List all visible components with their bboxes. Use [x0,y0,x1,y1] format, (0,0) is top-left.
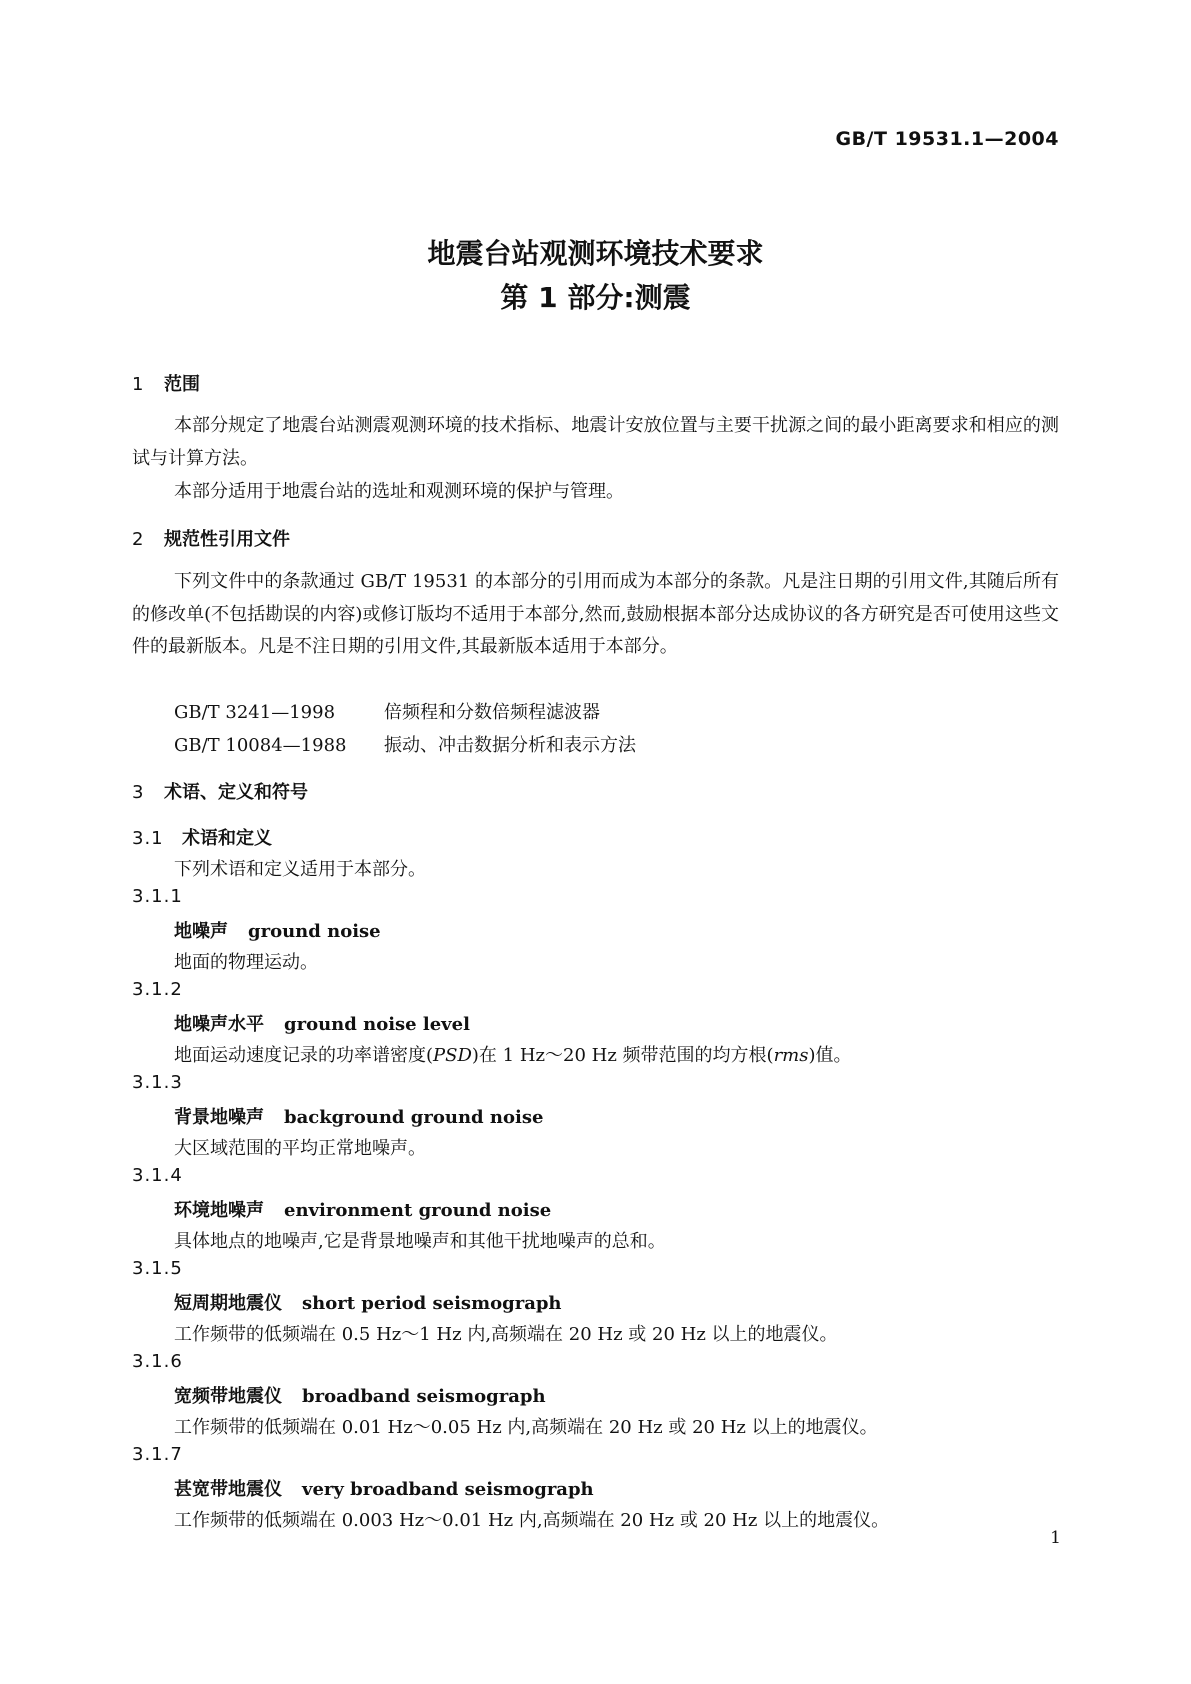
term-english: short period seismograph [302,1293,562,1314]
term-entry [174,1289,562,1315]
reference-code: GB/T 3241—1998 [174,702,336,723]
term-number: 3.1.1 [132,886,183,907]
term-chinese: 宽频带地震仪 [174,1386,282,1407]
section-number: 2 [132,529,144,550]
term-chinese: 甚宽带地震仪 [174,1479,282,1500]
section-1-heading [132,370,200,396]
term-definition: 具体地点的地噪声,它是背景地噪声和其他干扰地噪声的总和。 [174,1231,666,1252]
section-1-paragraph-2: 本部分适用于地震台站的选址和观测环境的保护与管理。 [174,481,624,502]
term-chinese: 背景地噪声 [174,1107,264,1128]
term-chinese: 地噪声水平 [174,1014,264,1035]
term-entry [174,917,381,943]
reference-title: 振动、冲击数据分析和表示方法 [384,735,636,756]
term-number: 3.1.4 [132,1165,183,1186]
term-number: 3.1.7 [132,1444,183,1465]
term-definition: 地面的物理运动。 [174,952,318,973]
section-title: 规范性引用文件 [164,529,290,550]
term-entry [174,1382,546,1408]
term-entry [174,1475,594,1501]
term-english: background ground noise [284,1107,544,1128]
section-2-paragraph: 下列文件中的条款通过 GB/T 19531 的本部分的引用而成为本部分的条款。凡是注日期的引用文件,其随后所有的修改单(不包括勘误的内容)或修订版均不适用于本部分,然而,鼓励根据本部分达成协议的各方研究是否可使用这些文件的最新版本。凡是不注日期的引用文件,其最新版本适用于本部分。 [132,571,1059,657]
title-line-2: 第 1 部分:测震 [500,281,691,314]
page-number: 1 [1050,1528,1061,1548]
section-title: 术语、定义和符号 [164,782,308,803]
term-english: ground noise [248,921,381,942]
term-english: broadband seismograph [302,1386,546,1407]
term-chinese: 环境地噪声 [174,1200,264,1221]
term-chinese: 短周期地震仪 [174,1293,282,1314]
term-entry [174,1010,470,1036]
term-definition [174,1041,852,1067]
definition-text: )值。 [808,1045,852,1066]
psd-abbreviation: PSD [433,1045,472,1066]
term-entry [174,1196,551,1222]
subsection-3-1-intro: 下列术语和定义适用于本部分。 [174,859,426,880]
reference-title: 倍频程和分数倍频程滤波器 [384,702,600,723]
term-english: environment ground noise [284,1200,552,1221]
definition-text: 地面运动速度记录的功率谱密度( [174,1045,434,1066]
section-3-heading [132,778,308,804]
section-number: 3 [132,782,144,803]
term-definition: 工作频带的低频端在 0.01 Hz～0.05 Hz 内,高频端在 20 Hz 或 20 Hz 以上的地震仪。 [174,1417,878,1438]
subsection-title: 术语和定义 [182,828,272,849]
document-title [0,232,1191,320]
term-number: 3.1.2 [132,979,183,1000]
term-chinese: 地噪声 [174,921,228,942]
term-definition: 工作频带的低频端在 0.003 Hz～0.01 Hz 内,高频端在 20 Hz 或 20 Hz 以上的地震仪。 [174,1510,890,1531]
term-definition: 大区域范围的平均正常地噪声。 [174,1138,426,1159]
rms-abbreviation: rms [773,1045,809,1066]
reference-item [174,698,600,724]
section-1-paragraph-1: 本部分规定了地震台站测震观测环境的技术指标、地震计安放位置与主要干扰源之间的最小距离要求和相应的测试与计算方法。 [132,415,1059,469]
term-number: 3.1.6 [132,1351,183,1372]
section-title: 范围 [164,374,200,395]
term-number: 3.1.3 [132,1072,183,1093]
reference-item [174,731,636,757]
section-number: 1 [132,374,144,395]
term-entry [174,1103,543,1129]
title-line-1: 地震台站观测环境技术要求 [427,237,764,270]
subsection-number: 3.1 [132,828,164,849]
subsection-3-1-heading [132,824,272,850]
section-2-heading [132,525,290,551]
term-number: 3.1.5 [132,1258,183,1279]
reference-code: GB/T 10084—1988 [174,735,347,756]
definition-text: )在 1 Hz～20 Hz 频带范围的均方根( [471,1045,774,1066]
term-english: ground noise level [284,1014,470,1035]
term-definition: 工作频带的低频端在 0.5 Hz～1 Hz 内,高频端在 20 Hz 或 20 Hz 以上的地震仪。 [174,1324,838,1345]
standard-code: GB/T 19531.1—2004 [835,128,1059,150]
term-english: very broadband seismograph [302,1479,594,1500]
